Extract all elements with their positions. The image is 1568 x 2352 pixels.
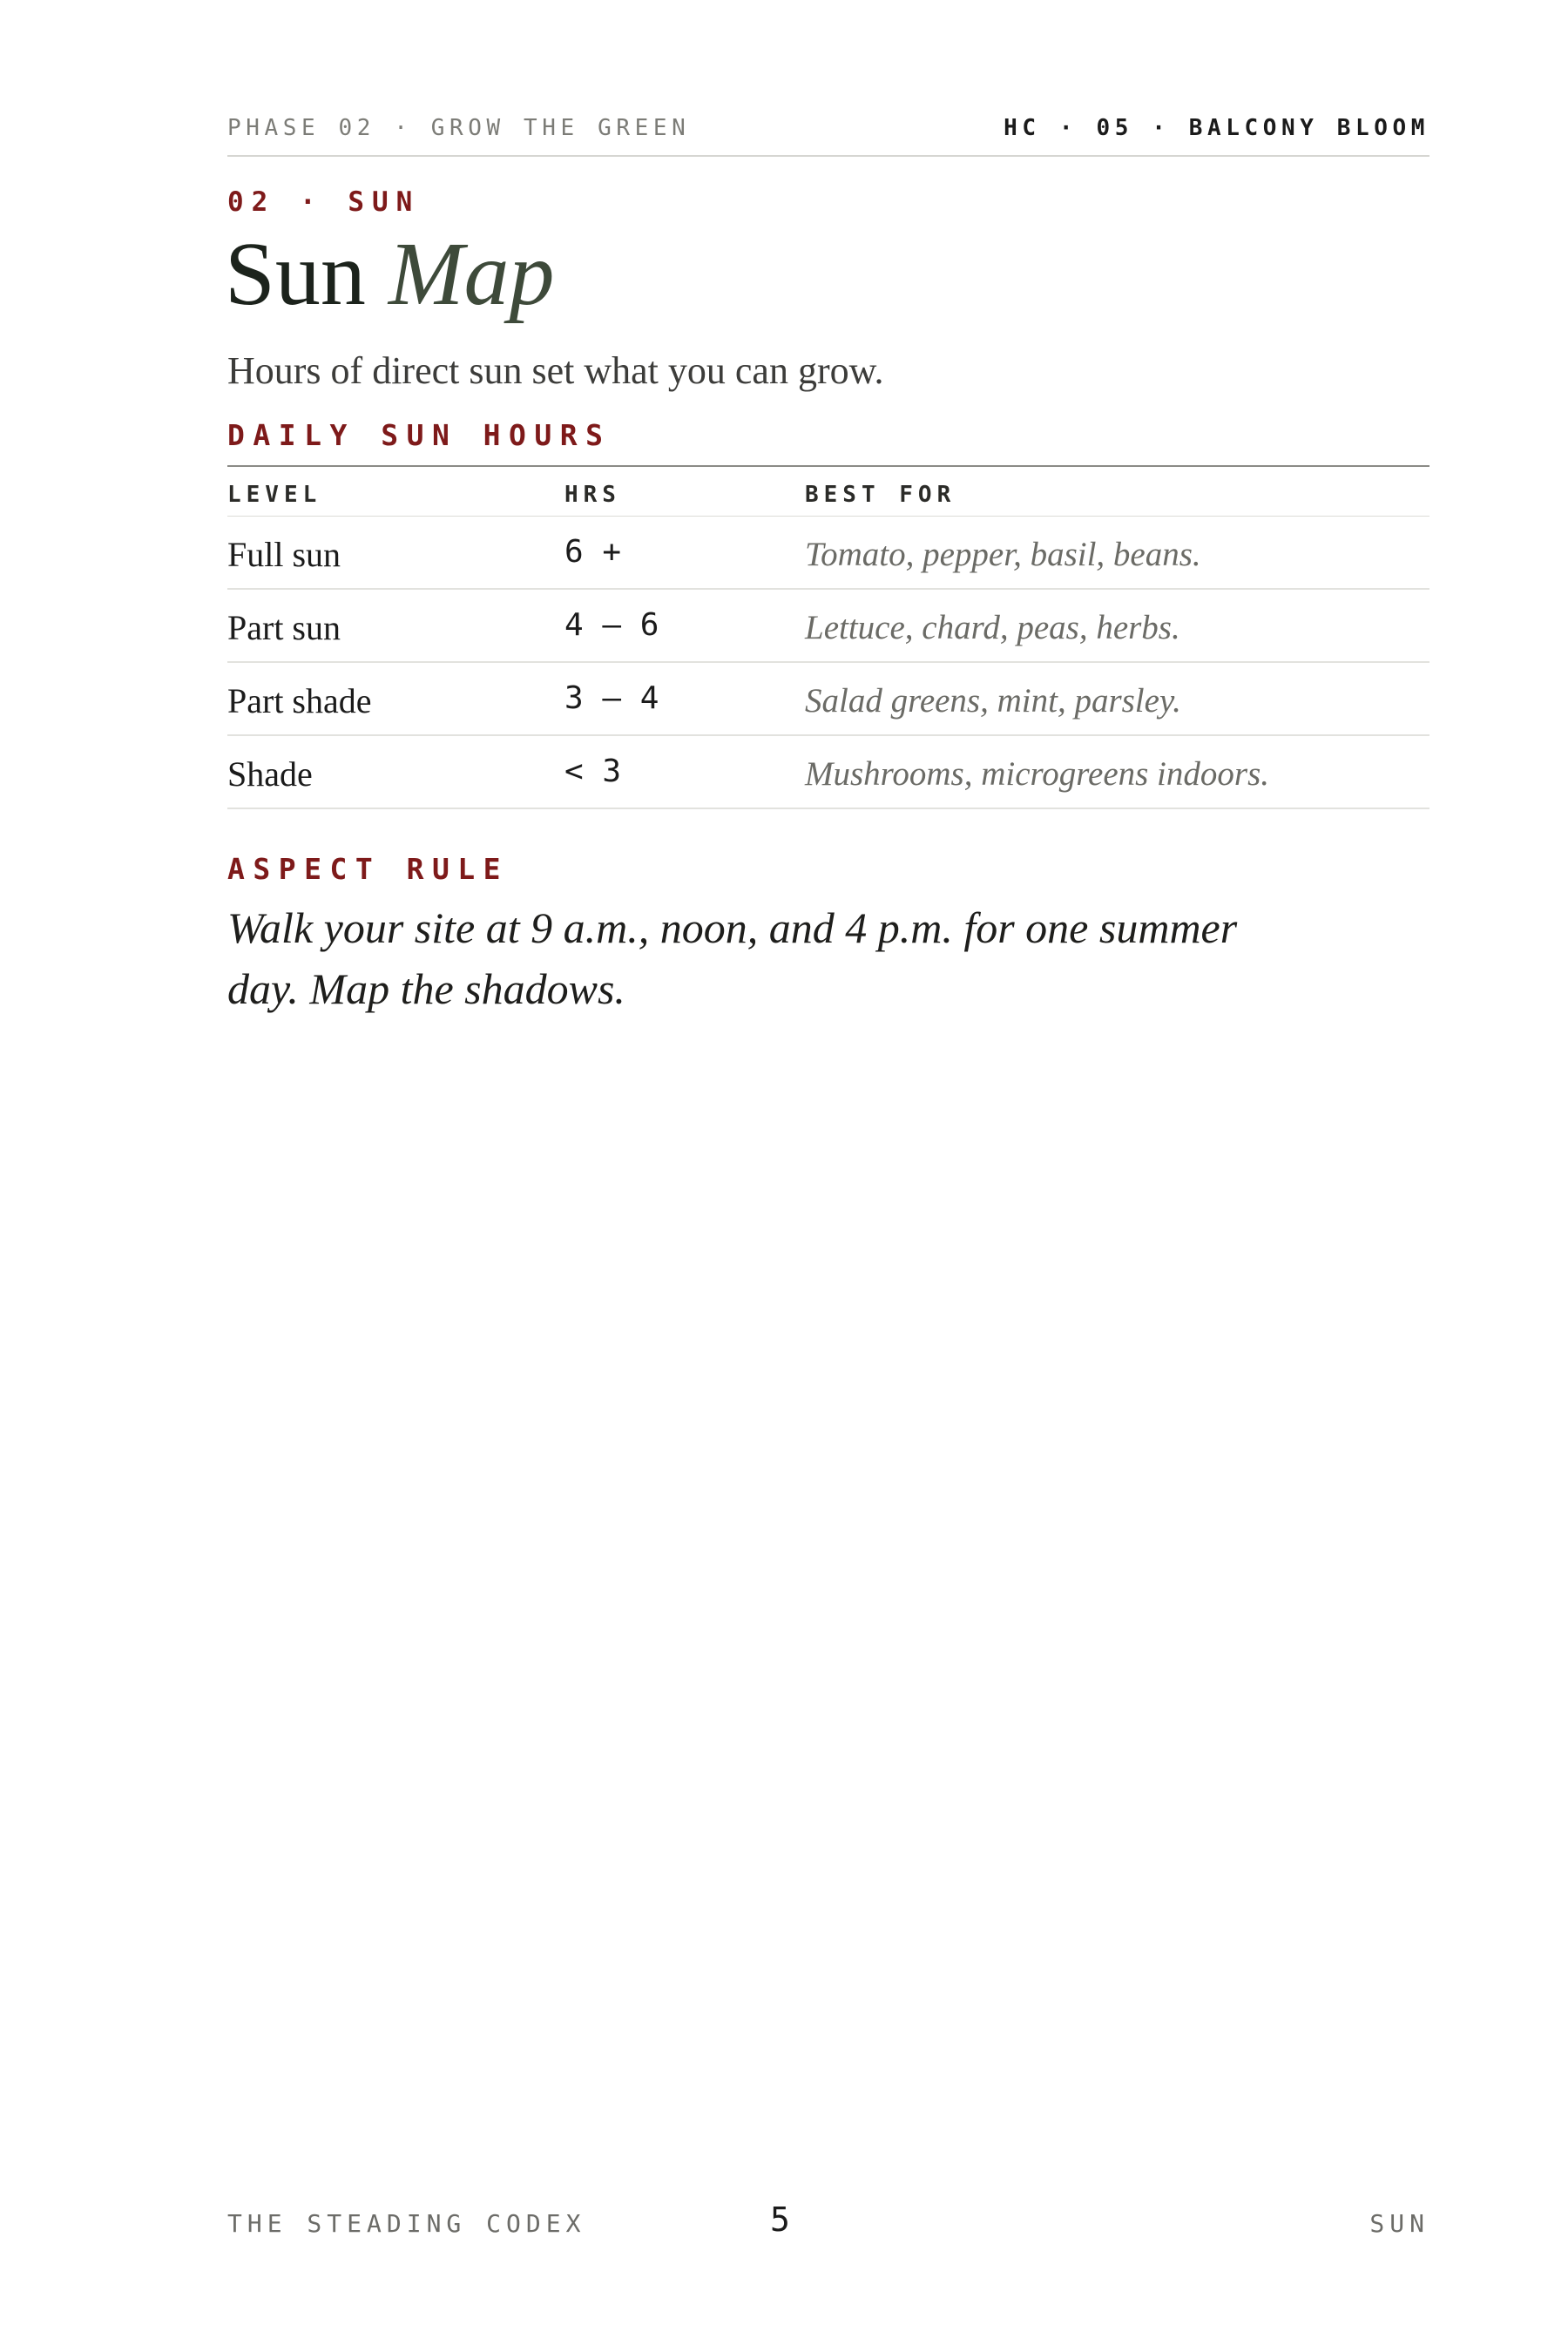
- aspect-rule-label: ASPECT RULE: [227, 852, 510, 886]
- cell-hrs: 3 – 4: [564, 680, 659, 716]
- page-number: 5: [770, 2200, 790, 2239]
- cell-best-for: Lettuce, chard, peas, herbs.: [805, 609, 1180, 646]
- header-phase-label: PHASE 02 · GROW THE GREEN: [227, 115, 691, 141]
- title-accent: Map: [388, 224, 555, 324]
- page-title: [225, 218, 554, 331]
- page-subtitle: Hours of direct sun set what you can grow.: [227, 349, 884, 392]
- cell-hrs: 6 +: [564, 534, 622, 570]
- cell-level: Part sun: [227, 608, 341, 647]
- cell-level: Full sun: [227, 535, 341, 574]
- running-header: [227, 112, 1429, 157]
- section-kicker: 02 · SUN: [227, 186, 421, 218]
- title-main: Sun: [225, 224, 366, 324]
- header-series-label: HC · 05 · BALCONY BLOOM: [1004, 115, 1429, 141]
- cell-best-for: Salad greens, mint, parsley.: [805, 682, 1181, 720]
- aspect-rule-body: Walk your site at 9 a.m., noon, and 4 p.m. for one summer day. Map the shadows.: [227, 903, 1238, 1013]
- sun-hours-table: [227, 465, 1429, 809]
- column-header-level: LEVEL: [227, 482, 322, 508]
- table-section-label: DAILY SUN HOURS: [227, 418, 612, 452]
- table-row: [227, 590, 1429, 663]
- cell-level: Part shade: [227, 681, 372, 720]
- cell-best-for: Tomato, pepper, basil, beans.: [805, 536, 1201, 573]
- table-row: [227, 736, 1429, 809]
- footer-publication-title: THE STEADING CODEX: [227, 2209, 586, 2238]
- footer-section-name: SUN: [1369, 2209, 1429, 2238]
- table-row: [227, 663, 1429, 736]
- table-row: [227, 517, 1429, 590]
- table-header-row: [227, 467, 1429, 517]
- cell-hrs: < 3: [564, 754, 622, 789]
- cell-hrs: 4 – 6: [564, 607, 659, 643]
- column-header-hrs: HRS: [564, 482, 621, 508]
- column-header-best-for: BEST FOR: [805, 482, 956, 508]
- cell-level: Shade: [227, 754, 313, 794]
- cell-best-for: Mushrooms, microgreens indoors.: [805, 755, 1269, 793]
